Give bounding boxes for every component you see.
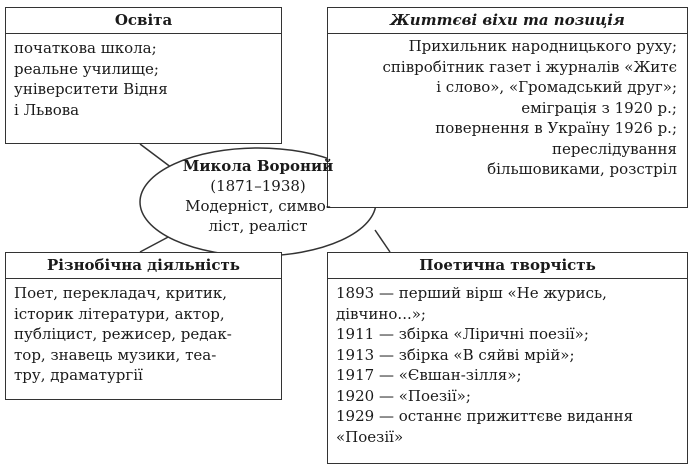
education-line: реальне училище; (14, 59, 159, 78)
poetry-line: 1893 — перший вірш «Не журись, (336, 284, 607, 302)
poet-years: (1871–1938) (210, 177, 306, 195)
connector-activity (140, 235, 172, 252)
activity-line: публіцист, режисер, редак- (14, 325, 232, 343)
poetry-line: дівчино...»; (336, 304, 426, 323)
life-title: Життєві віхи та позиція (328, 8, 687, 34)
education-title: Освіта (6, 8, 281, 34)
poetry-line: 1917 — «Євшан-зілля»; (336, 366, 522, 384)
activity-line: тру, драматургії (14, 366, 143, 384)
life-line: еміграція з 1920 р.; (521, 98, 677, 117)
activity-title: Різнобічна діяльність (6, 253, 281, 279)
activity-body (6, 279, 281, 386)
life-box (327, 7, 688, 208)
education-line: і Львова (14, 100, 80, 119)
center-text (152, 156, 364, 236)
poet-styles-line: Модерніст, симво- (185, 197, 331, 215)
poetry-line: 1911 — збірка «Ліричні поезії»; (336, 325, 589, 343)
activity-line: Поет, перекладач, критик, (14, 284, 228, 302)
activity-box (5, 252, 282, 400)
poetry-body (328, 279, 687, 447)
activity-line: тор, знавець музики, теа- (14, 345, 217, 364)
education-body (6, 34, 281, 120)
activity-line: історик літератури, актор, (14, 304, 225, 323)
poetry-line: 1913 — збірка «В сяйві мрій»; (336, 345, 575, 364)
life-line: більшовиками, розстріл (487, 160, 677, 178)
education-line: університети Відня (14, 80, 168, 98)
poetry-title: Поетична творчість (328, 253, 687, 279)
life-line: повернення в Україну 1926 р.; (435, 119, 677, 137)
poetry-line: 1920 — «Поезії»; (336, 386, 471, 405)
connector-poetry (375, 230, 390, 252)
life-line: співробітник газет і журналів «Житє (382, 57, 677, 76)
poetry-line: «Поезії» (336, 427, 404, 446)
poetry-box (327, 252, 688, 464)
education-line: початкова школа; (14, 39, 157, 57)
poetry-line: 1929 — останнє прижиттєве видання (336, 407, 634, 425)
life-line: і слово», «Громадський друг»; (436, 78, 677, 96)
poet-styles-line: ліст, реаліст (208, 217, 308, 235)
education-box (5, 7, 282, 144)
life-line: Прихильник народницького руху; (408, 37, 677, 55)
poet-name: Микола Вороний (182, 157, 334, 175)
life-body (328, 34, 687, 180)
life-line: переслідування (552, 139, 677, 158)
